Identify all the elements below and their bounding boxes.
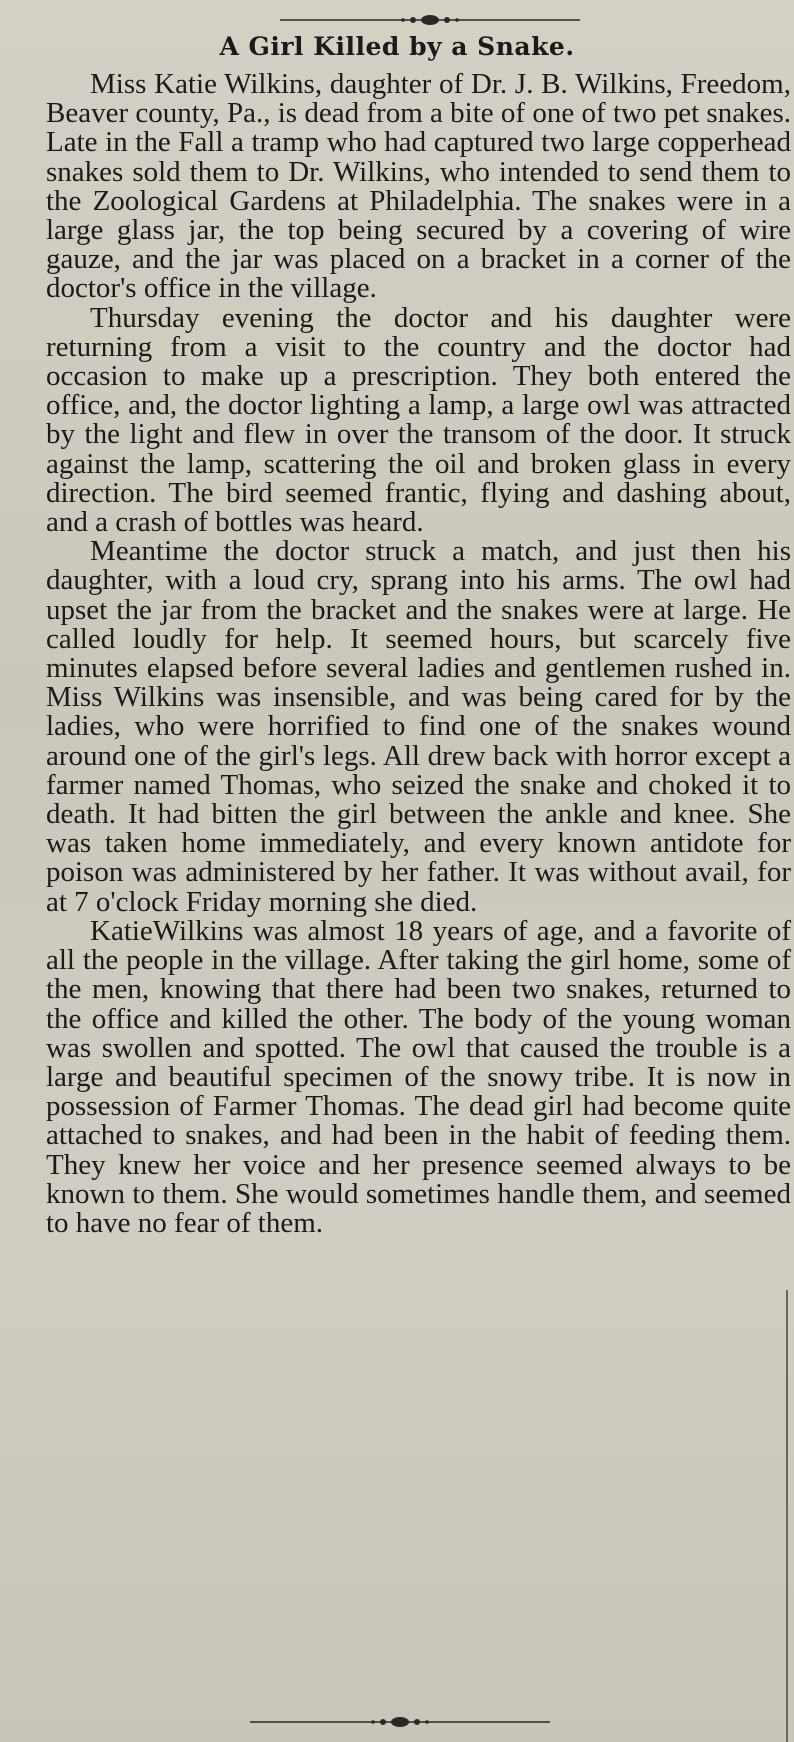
- article-paragraph-1: Miss Katie Wilkins, daughter of Dr. J. B. Wilkins, Freedom, Beaver county, Pa., is dead from a bite of one of two pet snakes. Late in the Fall a tramp who had captured two large copperhead snakes sold them to Dr. Wilkins, who intended to send them to the Zoological Gardens at Philadelphia. The snakes were in a large glass jar, the top being secured by a covering of wire gauze, and the jar was placed on a bracket in a corner of the doctor's office in the village.: [46, 68, 791, 305]
- article-body: [46, 70, 791, 1238]
- article-paragraph-3: Meantime the doctor struck a match, and just then his daughter, with a loud cry, sprang into his arms. The owl had upset the jar from the bracket and the snakes were at large. He called loudly for help. It seemed hours, but scarcely five minutes elapsed before several ladies and gentlemen rushed in. Miss Wilkins was insensible, and was being cared for by the ladies, who were horrified to find one of the snakes wound around one of the girl's legs. All drew back with horror except a farmer named Thomas, who seized the snake and choked it to death. It had bitten the girl between the ankle and knee. She was taken home immediately, and every known antidote for poison was administered by her father. It was without avail, for at 7 o'clock Friday morning she died.: [46, 535, 791, 918]
- column-divider: [786, 1290, 788, 1742]
- ornamental-rule-icon: [250, 1710, 550, 1734]
- article-headline: A Girl Killed by a Snake.: [219, 32, 575, 61]
- ornamental-rule-icon: [280, 8, 580, 32]
- article-paragraph-4: KatieWilkins was almost 18 years of age, and a favorite of all the people in the village. After taking the girl home, some of the men, knowing that there had been two snakes, returned to the office and killed the other. The body of the young woman was swollen and spotted. The owl that caused the trouble is a large and beautiful specimen of the snowy tribe. It is now in possession of Farmer Thomas. The dead girl had become quite attached to snakes, and had been in the habit of feeding them. They knew her voice and her presence seemed always to be known to them. She would sometimes handle them, and seemed to have no fear of them.: [46, 914, 791, 1239]
- article-paragraph-2: Thursday evening the doctor and his daughter were returning from a visit to the country and the doctor had occasion to make up a prescription. They both entered the office, and, the doctor lighting a lamp, a large owl was attracted by the light and flew in over the transom of the door. It struck against the lamp, scattering the oil and broken glass in every direction. The bird seemed frantic, flying and dashing about, and a crash of bottles was heard.: [46, 301, 791, 539]
